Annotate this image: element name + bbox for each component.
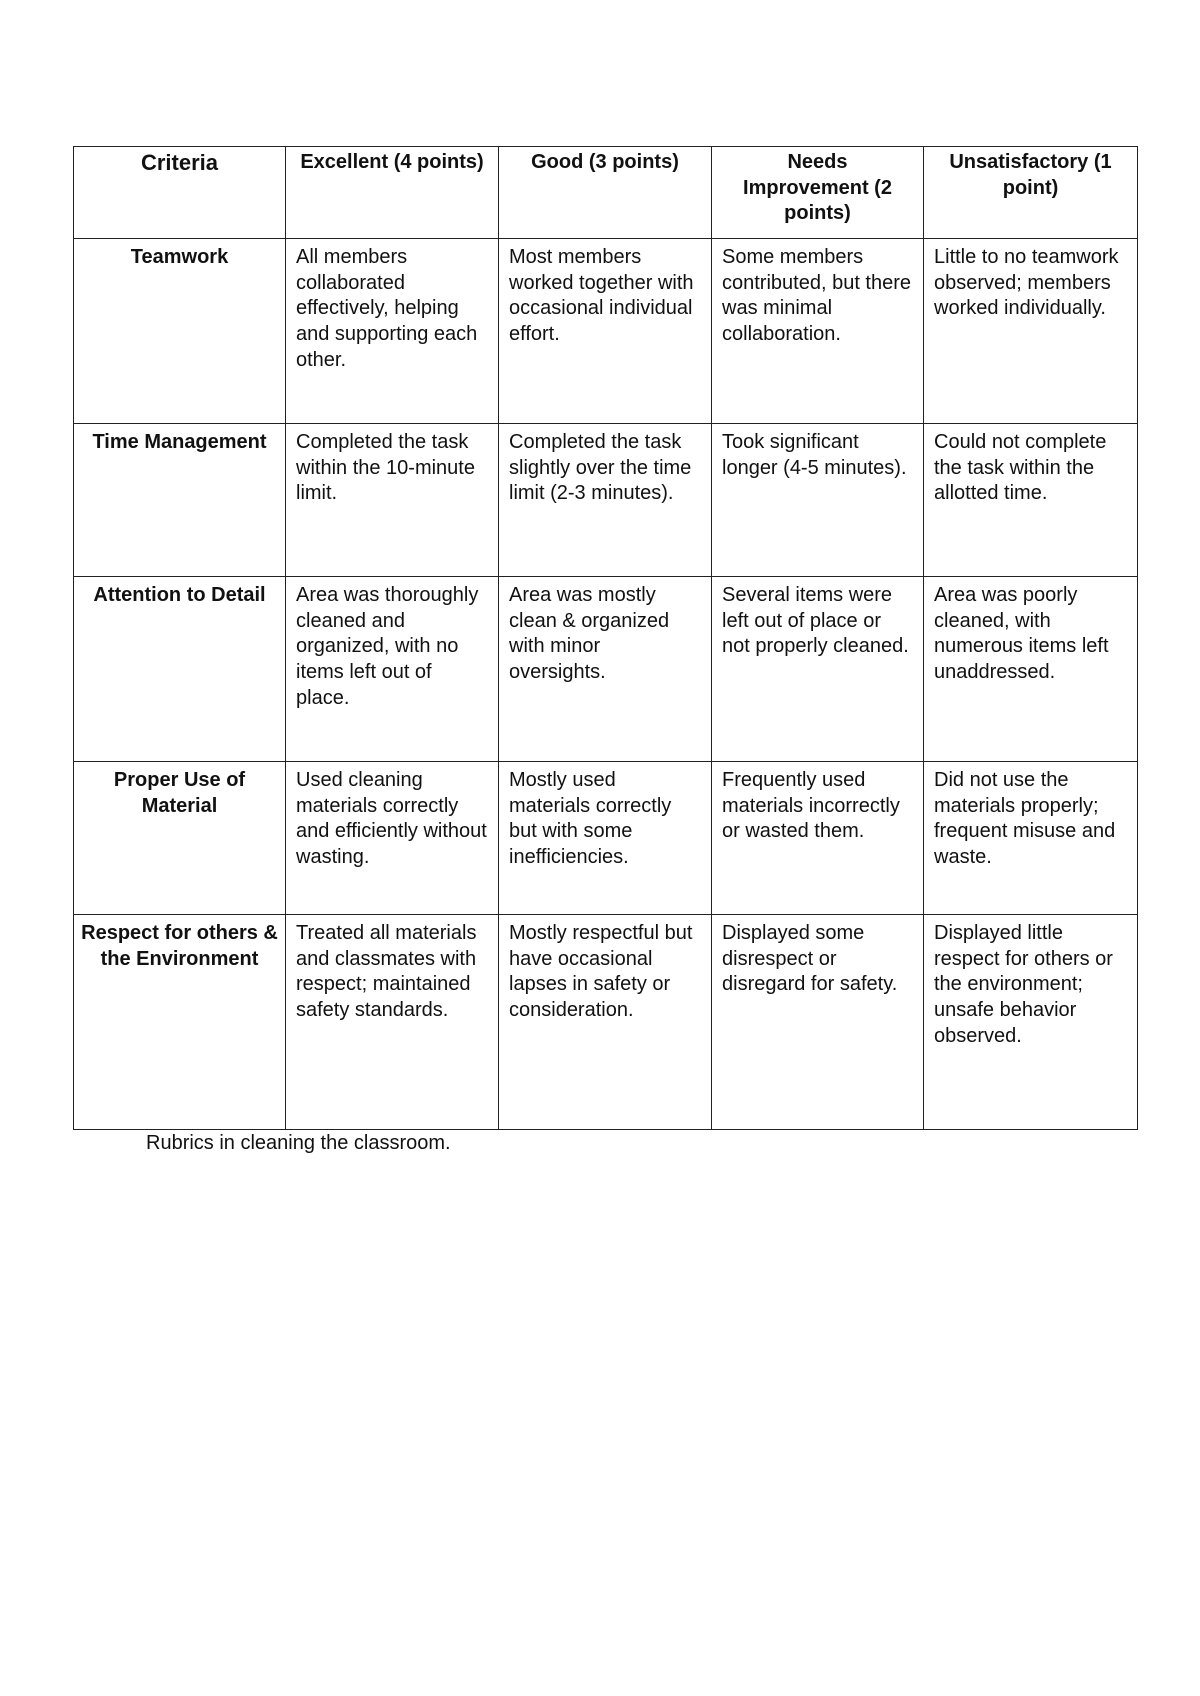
table-caption: Rubrics in cleaning the classroom. — [146, 1132, 451, 1154]
good-cell: Mostly used materials correctly but with some inefficiencies. — [499, 762, 712, 915]
unsatisfactory-cell: Did not use the materials properly; frequent misuse and waste. — [924, 762, 1138, 915]
criteria-cell: Respect for others & the Environment — [74, 915, 286, 1130]
excellent-cell: All members collaborated effectively, helping and supporting each other. — [286, 239, 499, 424]
unsatisfactory-cell: Could not complete the task within the allotted time. — [924, 424, 1138, 577]
rubric-row-respect — [74, 915, 1138, 1130]
unsatisfactory-cell: Displayed little respect for others or the environment; unsafe behavior observed. — [924, 915, 1138, 1130]
excellent-cell: Area was thoroughly cleaned and organized, with no items left out of place. — [286, 577, 499, 762]
header-unsatisfactory: Unsatisfactory (1 point) — [924, 147, 1138, 239]
criteria-cell: Time Management — [74, 424, 286, 577]
needs-improvement-cell: Displayed some disrespect or disregard for safety. — [712, 915, 924, 1130]
excellent-cell: Treated all materials and classmates with respect; maintained safety standards. — [286, 915, 499, 1130]
excellent-cell: Used cleaning materials correctly and efficiently without wasting. — [286, 762, 499, 915]
good-cell: Area was mostly clean & organized with minor oversights. — [499, 577, 712, 762]
rubric-header-row — [74, 147, 1138, 239]
needs-improvement-cell: Several items were left out of place or not properly cleaned. — [712, 577, 924, 762]
rubric-row-proper-use-of-material — [74, 762, 1138, 915]
good-cell: Mostly respectful but have occasional lapses in safety or consideration. — [499, 915, 712, 1130]
good-cell: Completed the task slightly over the time limit (2-3 minutes). — [499, 424, 712, 577]
needs-improvement-cell: Frequently used materials incorrectly or wasted them. — [712, 762, 924, 915]
header-good: Good (3 points) — [499, 147, 712, 239]
rubric-row-teamwork — [74, 239, 1138, 424]
good-cell: Most members worked together with occasional individual effort. — [499, 239, 712, 424]
criteria-cell: Attention to Detail — [74, 577, 286, 762]
unsatisfactory-cell: Area was poorly cleaned, with numerous items left unaddressed. — [924, 577, 1138, 762]
needs-improvement-cell: Took significant longer (4-5 minutes). — [712, 424, 924, 577]
unsatisfactory-cell: Little to no teamwork observed; members worked individually. — [924, 239, 1138, 424]
needs-improvement-cell: Some members contributed, but there was minimal collaboration. — [712, 239, 924, 424]
excellent-cell: Completed the task within the 10-minute limit. — [286, 424, 499, 577]
header-criteria: Criteria — [74, 147, 286, 239]
header-needs-improvement: Needs Improvement (2 points) — [712, 147, 924, 239]
criteria-cell: Teamwork — [74, 239, 286, 424]
rubric-row-attention-to-detail — [74, 577, 1138, 762]
rubric-table — [73, 146, 1138, 1130]
header-excellent: Excellent (4 points) — [286, 147, 499, 239]
rubric-row-time-management — [74, 424, 1138, 577]
criteria-cell: Proper Use of Material — [74, 762, 286, 915]
